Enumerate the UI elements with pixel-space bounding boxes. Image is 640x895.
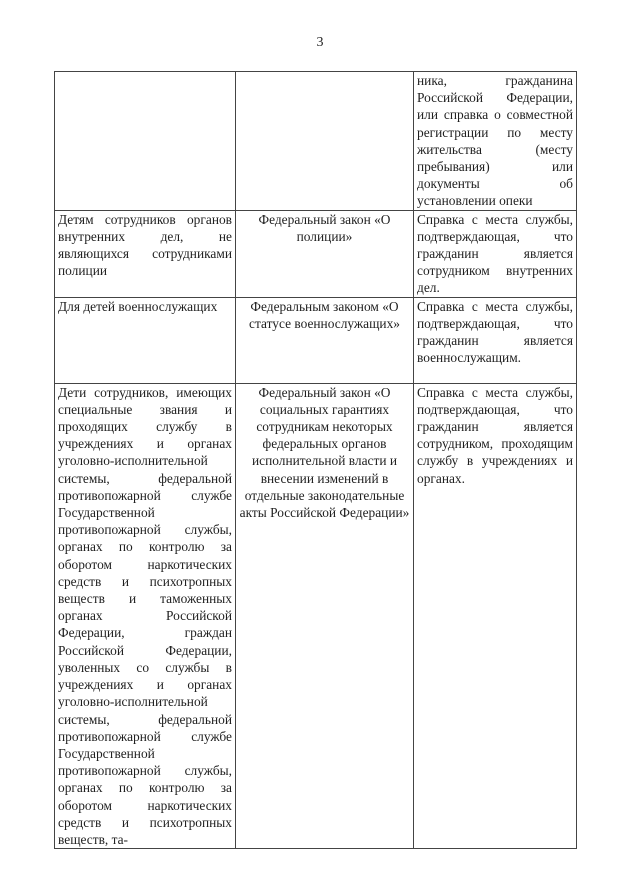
table-cell — [414, 383, 577, 848]
cell-text: Детям сотрудников органов внутренних дел, не являющихся сотрудниками полиции — [58, 211, 232, 279]
table-cell — [236, 210, 414, 297]
cell-text: Для детей военнослужащих — [58, 298, 218, 314]
cell-text: Федеральный закон «О полиции» — [258, 211, 391, 244]
page-number: 3 — [316, 35, 324, 50]
table-row — [55, 72, 577, 211]
cell-text: ника, гражданина Российской Федерации, или справка о совместной регистрации по месту жительства (месту пребывания) или документы об установлении опеки — [417, 73, 573, 209]
table-cell — [414, 72, 577, 211]
cell-text: Справка с места службы, подтверждающая, что гражданин является сотрудником, проходящим службу в учреждениях и органах. — [417, 384, 573, 486]
table-cell — [55, 72, 236, 211]
table-cell — [55, 383, 236, 848]
table-cell — [414, 210, 577, 297]
table-cell — [414, 297, 577, 383]
cell-text: Федеральный закон «О социальных гарантиях сотрудникам некоторых федеральных органов исполнительной власти и внесении изменений в отдельные законодательные акты Российской Федерации» — [239, 384, 410, 521]
cell-text: Справка с места службы, подтверждающая, что гражданин является военнослужащим. — [417, 298, 573, 366]
table-cell — [236, 297, 414, 383]
benefits-table — [54, 71, 577, 849]
cell-text: Дети сотрудников, имеющих специальные звания и проходящих службу в учреждениях и органах уголовно-исполнительной системы, федеральной противопожарной службе Государственной противопожарной службы, органах по контролю за оборотом наркотических средств и психотропных веществ и таможенных органах Российской Федерации, граждан Российской Федерации, уволенных со службы в учреждениях и органах уголовно-исполнительной системы, федеральной противопожарной службе Государственной противопожарной службы, органах по контролю за оборотом наркотических средств и психотропных веществ, та- — [58, 384, 232, 847]
table-cell — [236, 72, 414, 211]
table-row — [55, 383, 577, 848]
table-cell — [55, 297, 236, 383]
table-row — [55, 210, 577, 297]
cell-text: Справка с места службы, подтверждающая, что гражданин является сотрудником внутренних дел. — [417, 211, 573, 296]
table-cell — [236, 383, 414, 848]
table-row — [55, 297, 577, 383]
cell-text: Федеральным законом «О статусе военнослужащих» — [249, 298, 400, 331]
table-cell — [55, 210, 236, 297]
